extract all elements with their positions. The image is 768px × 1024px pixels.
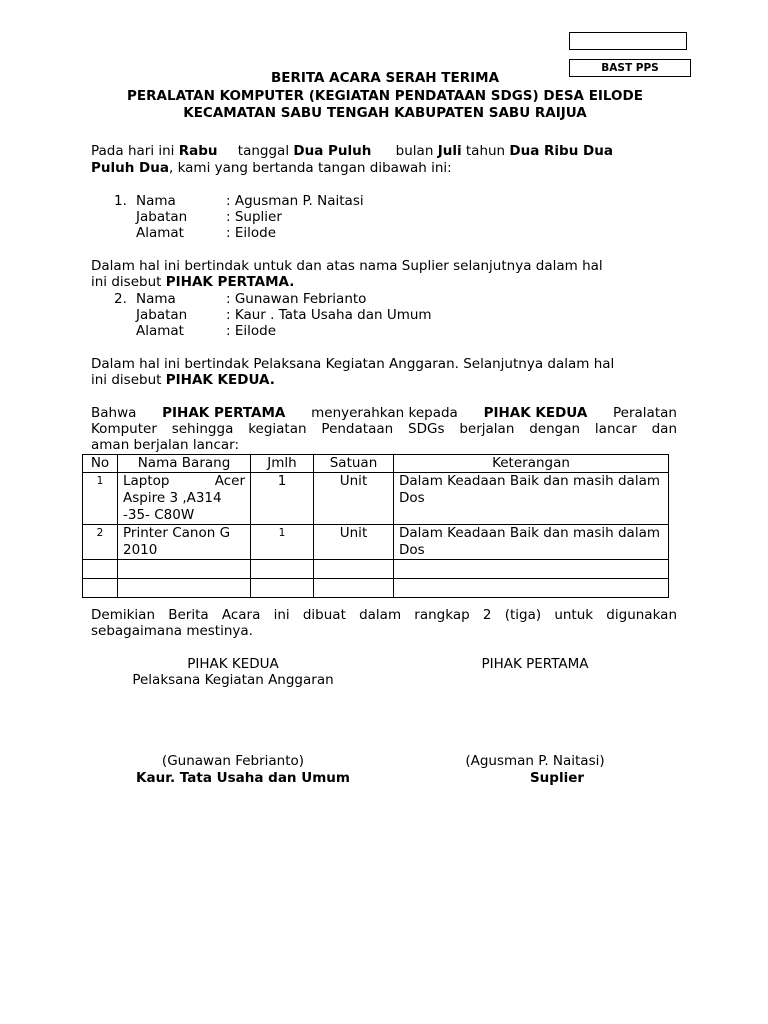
closing-line2: sebagaimana mestinya.	[91, 623, 253, 639]
party2-name: : Gunawan Febrianto	[226, 291, 367, 307]
sign-left-role: PIHAK KEDUA	[187, 656, 279, 672]
row-name-part: Aspire 3 ,A314	[123, 490, 222, 506]
intro-year-cont: Puluh Dua	[91, 160, 169, 176]
party2-job: : Kaur . Tata Usaha dan Umum	[226, 307, 432, 323]
intro-line1	[91, 143, 613, 160]
handover-line1	[91, 405, 677, 422]
header-qty: Jmlh	[251, 455, 314, 473]
handover-line3: aman berjalan lancar:	[91, 437, 239, 453]
table-row	[83, 525, 669, 560]
party2-desc-prefix: ini disebut	[91, 372, 162, 388]
row-qty: 1	[251, 473, 314, 525]
empty-cell	[251, 579, 314, 598]
document-code-label: BAST PPS	[569, 59, 691, 77]
intro-month: Juli	[437, 143, 462, 159]
intro-text: tanggal	[237, 143, 290, 159]
sign-left-subtitle: Pelaksana Kegiatan Anggaran	[132, 672, 334, 688]
intro-text: Pada hari ini	[91, 143, 175, 159]
row-qty: 1	[251, 525, 314, 560]
party2-desc-line1: Dalam hal ini bertindak Pelaksana Kegiatan Anggaran. Selanjutnya dalam hal	[91, 356, 615, 372]
party2-desc-bold: PIHAK KEDUA.	[165, 372, 275, 388]
header-name: Nama Barang	[118, 455, 251, 473]
row-name-part: Printer Canon G	[123, 525, 231, 541]
handover-party1: PIHAK PERTAMA	[162, 405, 286, 421]
empty-cell	[118, 579, 251, 598]
empty-cell	[83, 579, 118, 598]
party1-addr: : Eilode	[226, 225, 277, 241]
empty-cell	[394, 579, 669, 598]
party1-job-label: Jabatan	[136, 209, 188, 225]
doc-title-line2: PERALATAN KOMPUTER (KEGIATAN PENDATAAN SDGS) DESA EILODE	[127, 88, 643, 104]
handover-line2: Komputer sehingga kegiatan Pendataan SDGs berjalan dengan lancar dan	[91, 421, 677, 437]
items-table	[82, 454, 669, 598]
party1-desc-bold: PIHAK PERTAMA.	[165, 274, 295, 290]
row-name-part: -35- C80W	[123, 507, 195, 523]
doc-title-line1: BERITA ACARA SERAH TERIMA	[270, 70, 500, 86]
empty-cell	[251, 560, 314, 579]
party2-job-label: Jabatan	[136, 307, 188, 323]
handover-word: menyerahkan kepada	[311, 405, 458, 421]
sign-right-title: Suplier	[529, 770, 585, 786]
party1-addr-label: Alamat	[136, 225, 184, 241]
row-name-part: Acer	[214, 473, 245, 489]
header-no: No	[83, 455, 118, 473]
doc-title-line3: KECAMATAN SABU TENGAH KABUPATEN SABU RAIJUA	[183, 105, 587, 121]
intro-year: Dua Ribu Dua	[509, 143, 613, 159]
handover-word: Bahwa	[91, 405, 137, 421]
party1-desc-prefix: ini disebut	[91, 274, 162, 290]
intro-line2	[91, 160, 452, 177]
party2-name-label: Nama	[136, 291, 176, 307]
header-unit: Satuan	[314, 455, 394, 473]
row-name-part: Laptop	[123, 473, 170, 489]
sign-right-name: (Agusman P. Naitasi)	[465, 753, 605, 769]
row-note: Dalam Keadaan Baik dan masih dalam Dos	[394, 525, 669, 560]
party1-desc-line1: Dalam hal ini bertindak untuk dan atas nama Suplier selanjutnya dalam hal	[91, 258, 603, 274]
intro-text: , kami yang bertanda tangan dibawah ini:	[168, 160, 452, 176]
row-no: 2	[83, 525, 118, 560]
party1-name-label: Nama	[136, 193, 176, 209]
intro-day: Rabu	[178, 143, 218, 159]
intro-text: tahun	[465, 143, 506, 159]
closing-line1: Demikian Berita Acara ini dibuat dalam rangkap 2 (tiga) untuk digunakan	[91, 607, 677, 623]
document-code-box	[569, 32, 687, 50]
party1-desc-line2	[91, 274, 294, 291]
sign-left-title: Kaur. Tata Usaha dan Umum	[136, 770, 350, 786]
row-name	[118, 473, 251, 525]
empty-cell	[314, 579, 394, 598]
party2-addr: : Eilode	[226, 323, 277, 339]
row-no: 1	[83, 473, 118, 525]
party1-number: 1.	[114, 193, 127, 209]
party1-name: : Agusman P. Naitasi	[226, 193, 364, 209]
party2-addr-label: Alamat	[136, 323, 184, 339]
sign-right-role: PIHAK PERTAMA	[481, 656, 589, 672]
intro-text: bulan	[395, 143, 434, 159]
row-unit: Unit	[314, 473, 394, 525]
empty-cell	[118, 560, 251, 579]
row-name	[118, 525, 251, 560]
table-row	[83, 473, 669, 525]
table-row-empty	[83, 560, 669, 579]
sign-left-name: (Gunawan Febrianto)	[161, 753, 305, 769]
intro-date: Dua Puluh	[293, 143, 372, 159]
handover-word: Peralatan	[613, 405, 677, 421]
table-header-row	[83, 455, 669, 473]
party2-number: 2.	[114, 291, 127, 307]
row-name-part: 2010	[123, 542, 158, 558]
party2-desc-line2	[91, 372, 275, 389]
empty-cell	[314, 560, 394, 579]
row-unit: Unit	[314, 525, 394, 560]
row-note: Dalam Keadaan Baik dan masih dalam Dos	[394, 473, 669, 525]
party1-job: : Suplier	[226, 209, 282, 225]
header-note: Keterangan	[394, 455, 669, 473]
empty-cell	[83, 560, 118, 579]
table-row-empty	[83, 579, 669, 598]
empty-cell	[394, 560, 669, 579]
handover-party2: PIHAK KEDUA	[483, 405, 588, 421]
